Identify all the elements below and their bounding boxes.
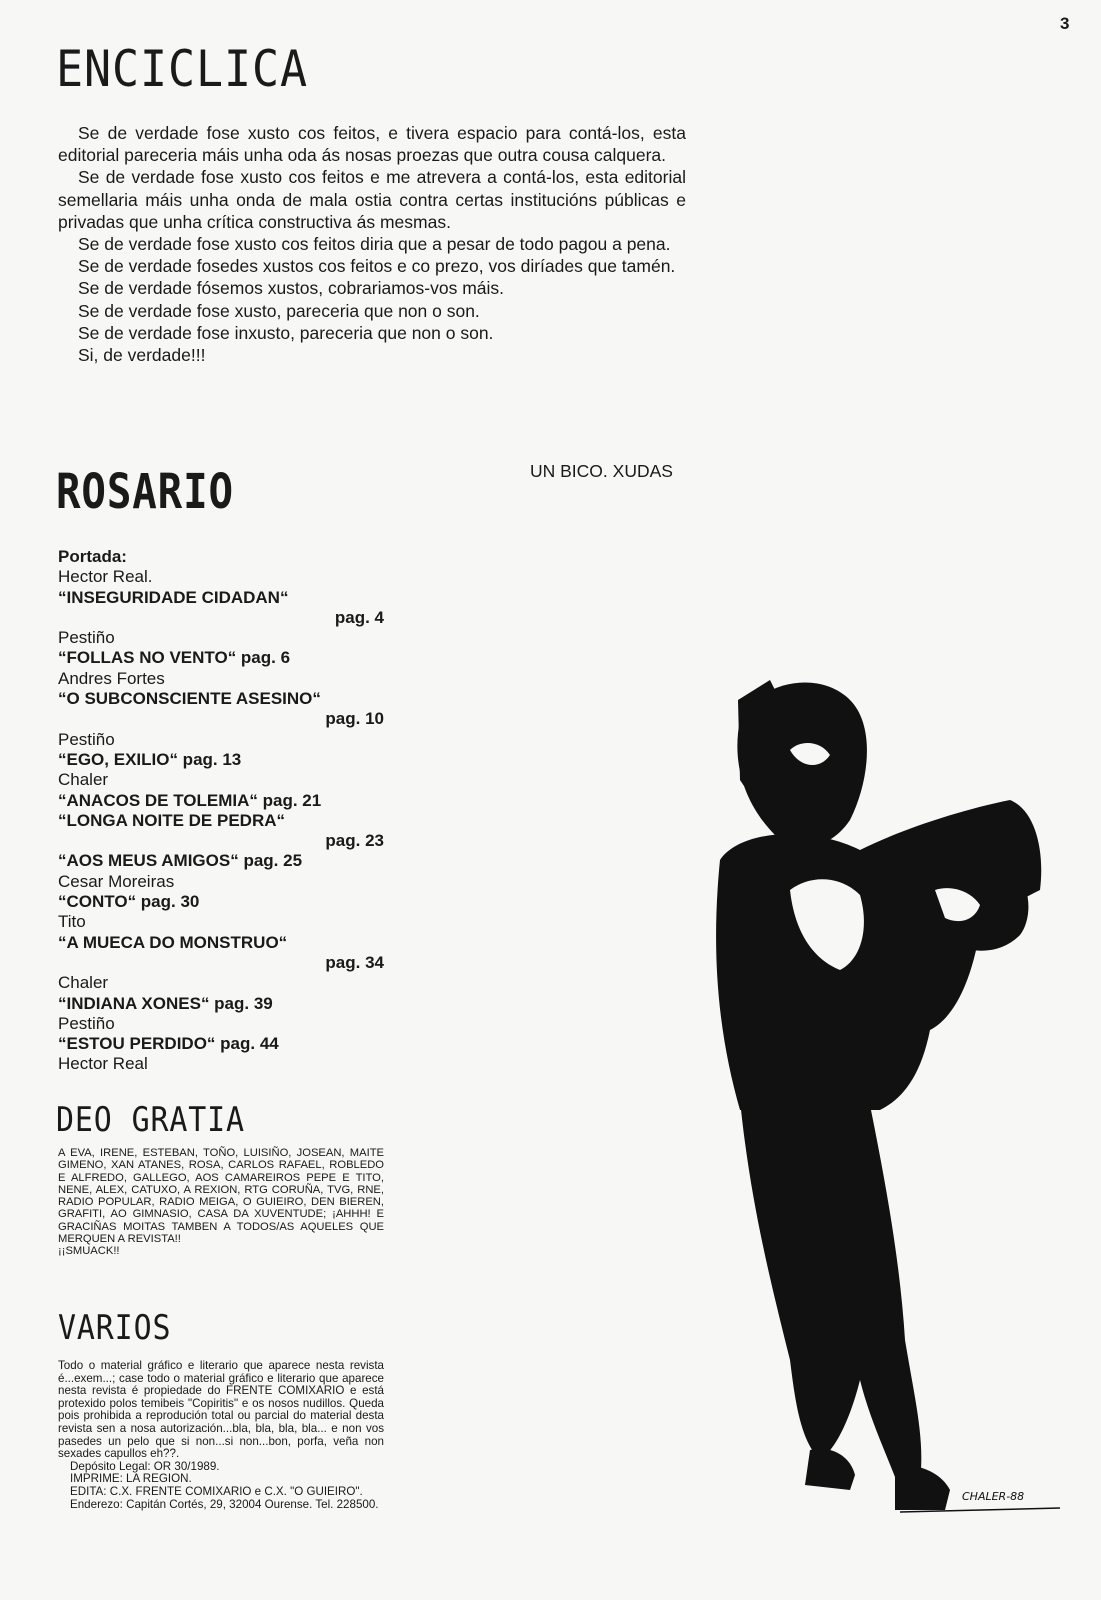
contents-title: “ANACOS DE TOLEMIA“ pag. 21 bbox=[58, 790, 322, 810]
editorial-paragraph: Se de verdade fose xusto cos feitos, e tivera espacio para contá-los, esta editorial pareceria máis unha oda ás nosas proezas que outra cousa calquera. bbox=[58, 123, 686, 166]
contents-title: “INDIANA XONES“ pag. 39 bbox=[58, 993, 273, 1013]
credits-text bbox=[58, 1360, 384, 1511]
varios-heading: VARIOS bbox=[58, 1308, 172, 1348]
contents-title: “EGO, EXILIO“ pag. 13 bbox=[58, 749, 242, 769]
contents-page-ref: pag. 23 bbox=[325, 831, 384, 851]
acknowledgements-body: A EVA, IRENE, ESTEBAN, TOÑO, LUISIÑO, JOSEAN, MAITE GIMENO, XAN ATANES, ROSA, CARLOS RAFAEL, ROBLEDO E ALFREDO, GALLEGO, AOS CAMAREIROS PEPE E TITO, NENE, ALEX, CATUXO, A REXION, RTG CORUÑA, TVG, RNE, RADIO POPULAR, RADIO MEIGA, O GUIEIRO, DEN BIEREN, GRAFITI, AO GIMNASIO, CASA DA XUVENTUDE; ¡AHHH! E GRACIÑAS MOITAS TAMBEN A TODOS/AS AQUELES QUE MERQUEN A REVISTA!! bbox=[58, 1147, 384, 1246]
contents-title: “A MUECA DO MONSTRUO“ bbox=[58, 932, 288, 952]
contents-author: Pestiño bbox=[58, 729, 115, 749]
figure-illustration bbox=[700, 660, 1070, 1580]
contents-page-ref: pag. 34 bbox=[325, 952, 384, 972]
contents-author: Hector Real. bbox=[58, 567, 153, 587]
editorial-paragraph: Se de verdade fosedes xustos cos feitos e co prezo, vos diríades que tamén. bbox=[78, 256, 676, 277]
contents-title: “INSEGURIDADE CIDADAN“ bbox=[58, 587, 289, 607]
deo-gratia-heading: DEO GRATIA bbox=[56, 1100, 245, 1140]
page-number: 3 bbox=[1060, 14, 1070, 33]
printer: IMPRIME: LA REGION. bbox=[70, 1472, 192, 1486]
acknowledgements-text bbox=[58, 1147, 384, 1258]
contents-title: “ESTOU PERDIDO“ pag. 44 bbox=[58, 1034, 279, 1054]
contents-title: “CONTO“ pag. 30 bbox=[58, 892, 200, 912]
editorial-paragraph: Si, de verdade!!! bbox=[78, 345, 206, 366]
editorial-paragraph: Se de verdade fose xusto cos feitos e me atrevera a contá-los, esta editorial semellaria máis unha onda de mala ostia contra certas institucións públicas e privadas que unha crítica constructiva ás mesmas. bbox=[58, 167, 686, 232]
acknowledgements-closing: ¡¡SMUACK!! bbox=[58, 1245, 120, 1258]
editorial-signature: UN BICO. XUDAS bbox=[530, 461, 673, 481]
contents-author: Hector Real bbox=[58, 1054, 148, 1074]
contents-author: Pestiño bbox=[58, 628, 115, 648]
address: Enderezo: Capitán Cortés, 29, 32004 Ourense. Tel. 228500. bbox=[70, 1497, 379, 1511]
copyright-notice: Todo o material gráfico e literario que aparece nesta revista é...exem...; case todo o material gráfico e literario que aparece nesta revista é propiedade do FRENTE COMIXARIO e está protexido polos temibeis "Copiritis" e os nosos nudillos. Queda pois prohibida a reprodución total ou parcial do material desta revista sen a nosa autorización...bla, bla, bla, bla... e non vos pasedes un pelo que si non...si non...bon, porfa, veña non sexades capullos eh??. bbox=[58, 1359, 384, 1461]
contents-author: Cesar Moreiras bbox=[58, 871, 175, 891]
artist-signature: CHALER-88 bbox=[962, 1490, 1025, 1503]
editorial-paragraph: Se de verdade fósemos xustos, cobrariamos-vos máis. bbox=[78, 278, 505, 299]
contents-author: Chaler bbox=[58, 973, 109, 993]
contents-author: Chaler bbox=[58, 770, 109, 790]
contents-author: Tito bbox=[58, 912, 86, 932]
contents-title: “O SUBCONSCIENTE ASESINO“ bbox=[58, 689, 321, 709]
editorial-paragraph: Se de verdade fose xusto, pareceria que non o son. bbox=[78, 300, 480, 321]
rosario-heading: ROSARIO bbox=[56, 464, 234, 520]
legal-deposit: Depósito Legal: OR 30/1989. bbox=[70, 1459, 220, 1473]
contents-author: Pestiño bbox=[58, 1013, 115, 1033]
contents-page-ref: pag. 10 bbox=[325, 709, 384, 729]
editorial-paragraph: Se de verdade fose inxusto, pareceria que non o son. bbox=[78, 322, 494, 343]
table-of-contents bbox=[58, 547, 384, 1075]
contents-title: “LONGA NOITE DE PEDRA“ bbox=[58, 810, 285, 830]
enciclica-heading: ENCICLICA bbox=[56, 40, 308, 98]
contents-title: “AOS MEUS AMIGOS“ pag. 25 bbox=[58, 851, 303, 871]
contents-page-ref: pag. 4 bbox=[334, 607, 384, 627]
editorial-paragraph: Se de verdade fose xusto cos feitos diria que a pesar de todo pagou a pena. bbox=[78, 234, 671, 255]
contents-title: Portada: bbox=[58, 547, 127, 566]
contents-title: “FOLLAS NO VENTO“ pag. 6 bbox=[58, 648, 291, 668]
contents-author: Andres Fortes bbox=[58, 668, 165, 688]
publisher: EDITA: C.X. FRENTE COMIXARIO e C.X. "O GUIEIRO". bbox=[70, 1484, 363, 1498]
editorial-text bbox=[58, 122, 686, 366]
